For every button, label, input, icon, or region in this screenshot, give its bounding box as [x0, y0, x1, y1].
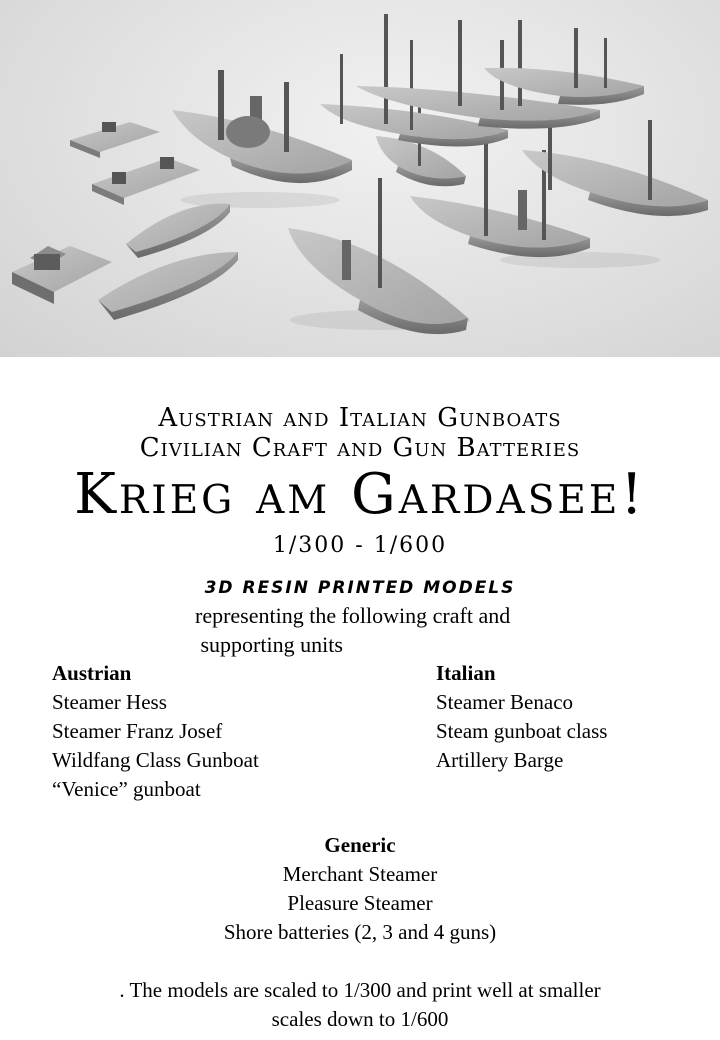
gunboat-model: [126, 204, 230, 258]
page-title: Krieg am Gardasee!: [74, 462, 646, 527]
italian-heading: Italian: [436, 661, 496, 685]
list-item: Shore batteries (2, 3 and 4 guns): [223, 920, 497, 944]
steamer-model: [320, 14, 508, 147]
shore-battery-model: [70, 122, 160, 158]
intro-text: [195, 601, 510, 659]
steamer-model: [484, 28, 644, 105]
list-item: Pleasure Steamer: [287, 891, 433, 915]
list-item: Steam gunboat class: [436, 719, 608, 743]
ship-models-photo: [0, 0, 720, 357]
list-item: Wildfang Class Gunboat: [52, 748, 259, 772]
gunboat-model: [98, 252, 238, 320]
list-item: Steamer Benaco: [436, 690, 574, 714]
scale-note-line-1: . The models are scaled to 1/300 and print well at smaller: [119, 978, 601, 1002]
italian-list: [436, 659, 607, 775]
subtitle-line-1: Austrian and Italian Gunboats: [158, 403, 562, 433]
intro-line-2: supporting units: [195, 632, 343, 657]
generic-heading: Generic: [324, 833, 396, 857]
austrian-list: [52, 659, 259, 804]
scale-note: [0, 976, 720, 1034]
ship-models-render: [0, 0, 720, 357]
paddle-steamer-model: [172, 70, 352, 183]
resin-label: 3D RESIN PRINTED MODELS: [204, 578, 516, 598]
scale-note-line-2: scales down to 1/600: [271, 1007, 449, 1031]
list-item: “Venice” gunboat: [52, 777, 201, 801]
list-item: Artillery Barge: [436, 748, 564, 772]
austrian-heading: Austrian: [52, 661, 132, 685]
shore-battery-model: [12, 246, 112, 304]
intro-line-1: representing the following craft and: [195, 603, 511, 628]
subtitle-line-2: Civilian Craft and Gun Batteries: [139, 433, 581, 463]
generic-list: [0, 831, 720, 947]
list-item: Merchant Steamer: [282, 862, 438, 886]
scale-label: 1/300 - 1/600: [272, 533, 448, 558]
list-item: Steamer Franz Josef: [52, 719, 223, 743]
list-item: Steamer Hess: [52, 690, 167, 714]
